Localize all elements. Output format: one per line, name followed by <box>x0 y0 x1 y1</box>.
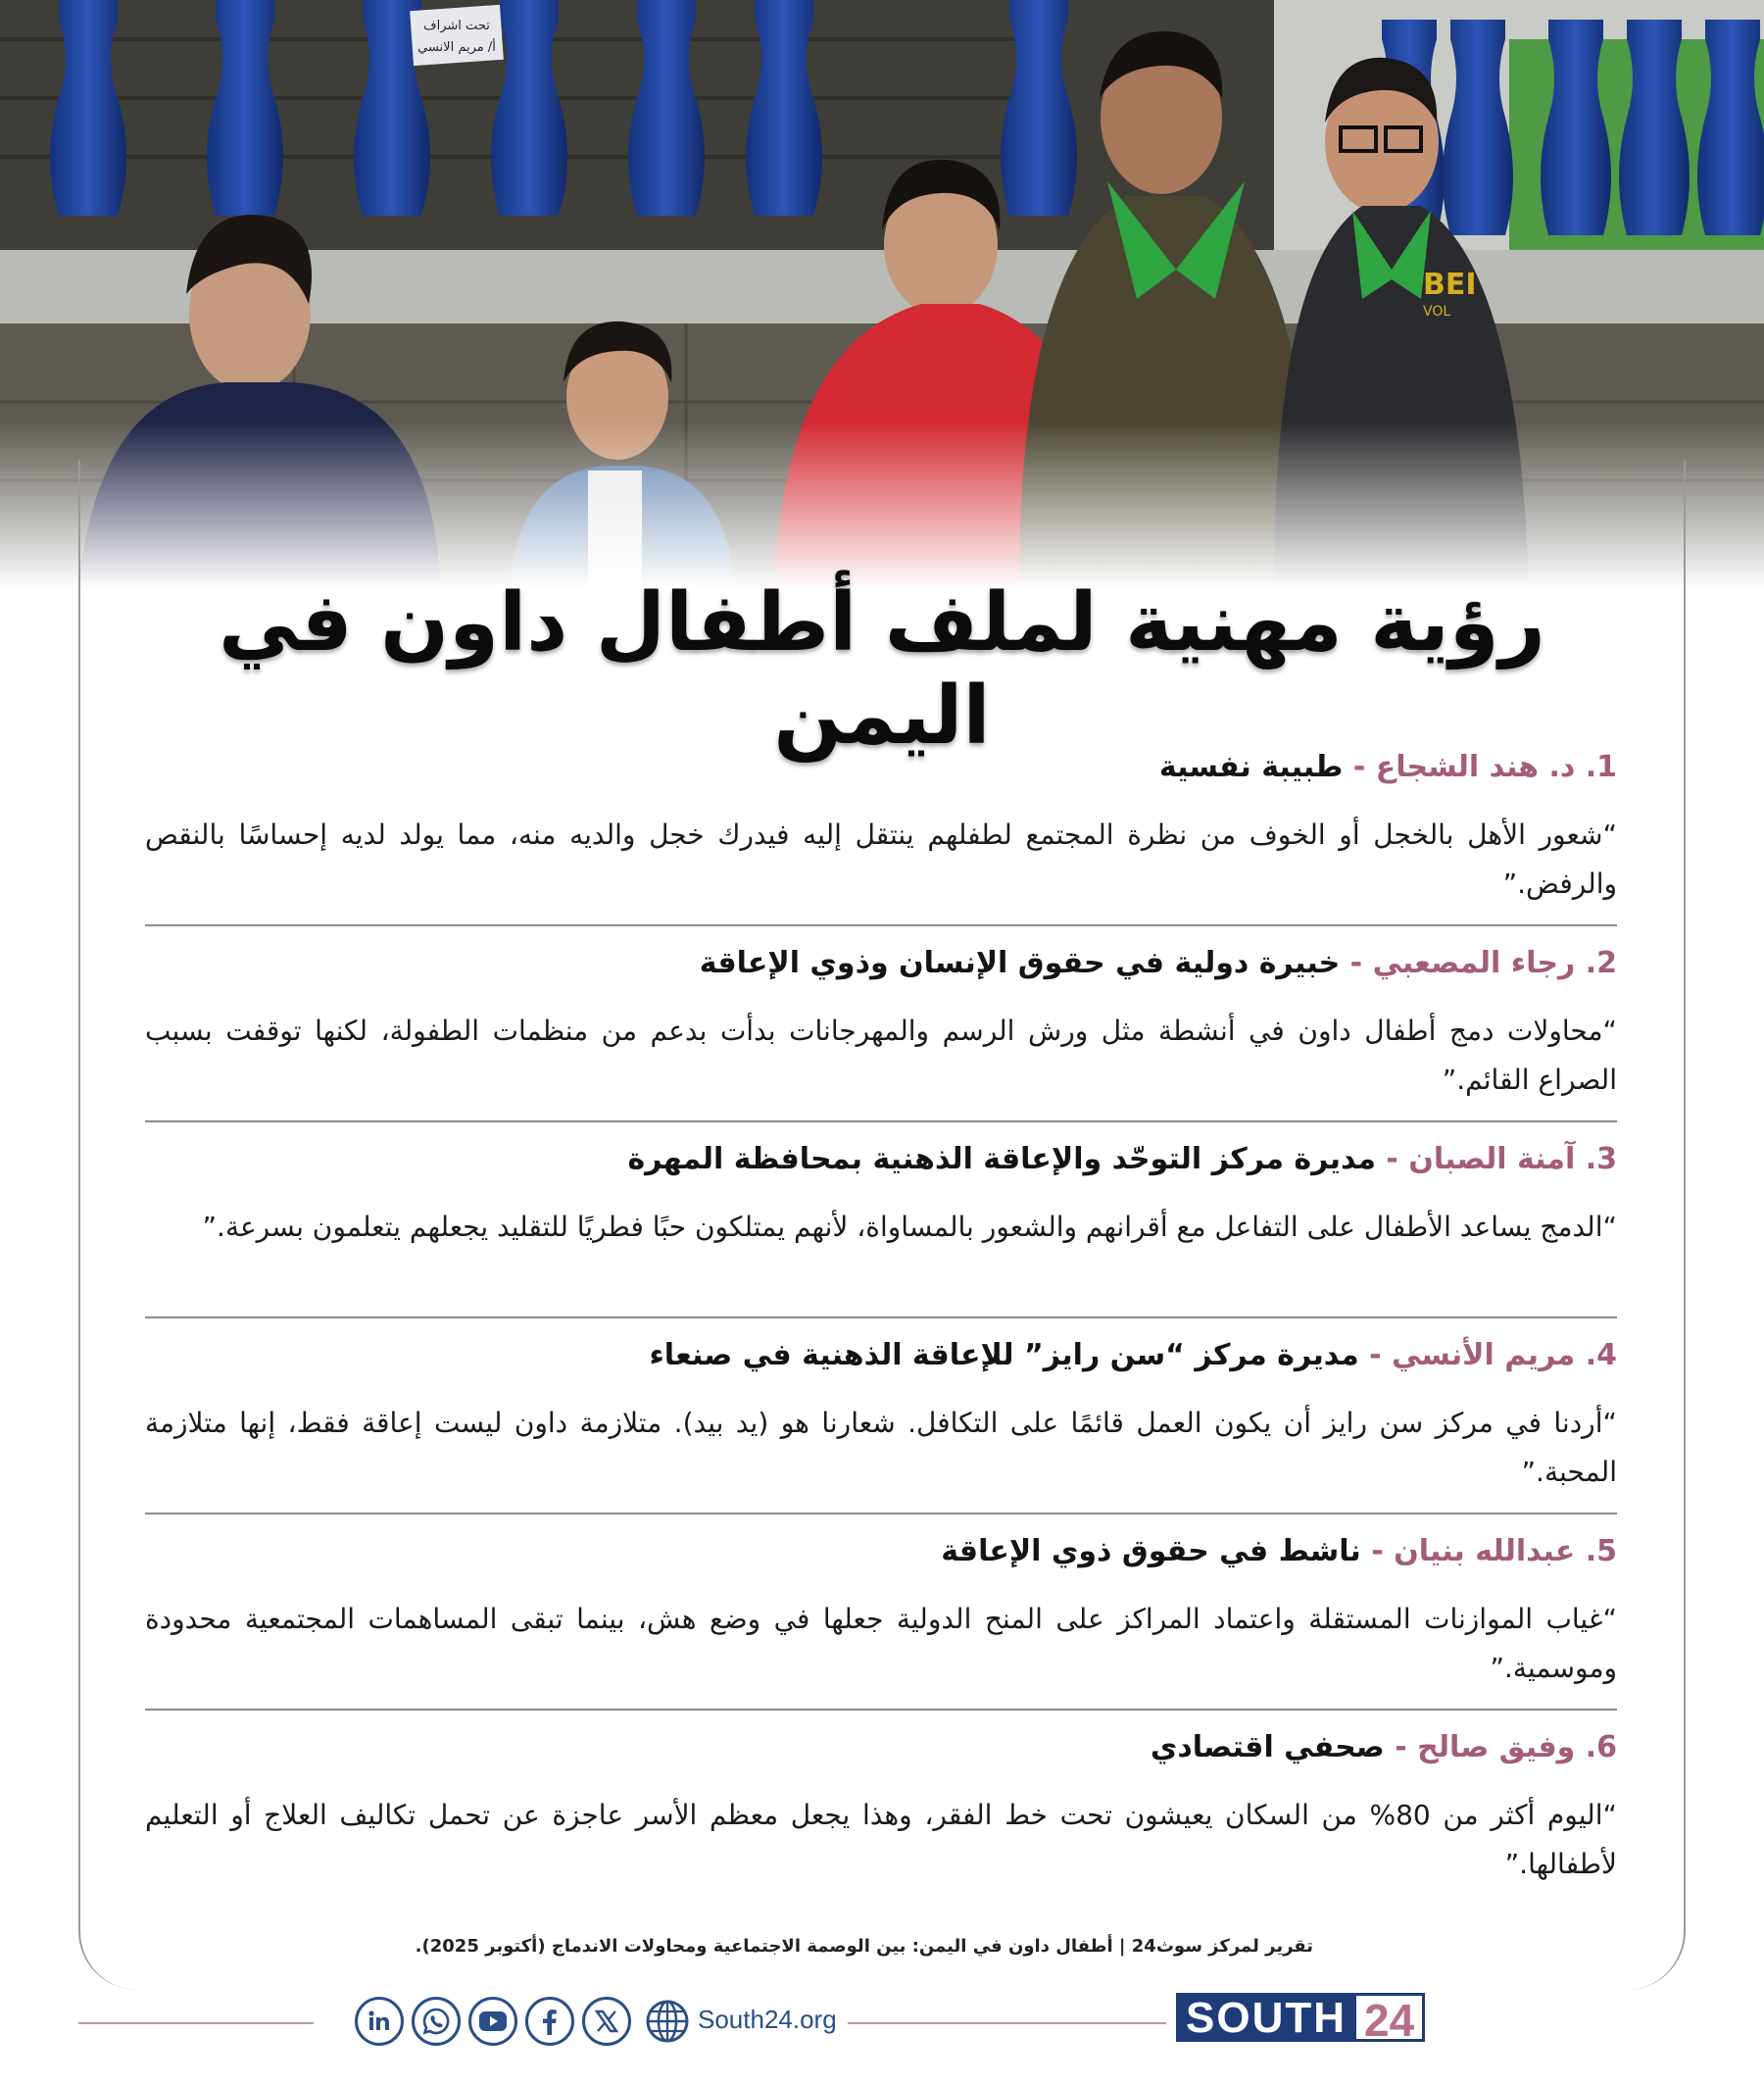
entry-heading <box>145 744 1617 791</box>
entry-number: 1. <box>1585 750 1617 784</box>
expert-list <box>145 730 1617 1907</box>
expert-entry-2 <box>145 926 1617 1122</box>
svg-text:أ/ مريم الانسي: أ/ مريم الانسي <box>417 40 496 55</box>
entry-separator: - <box>1386 1142 1398 1176</box>
entry-role: ناشط في حقوق ذوي الإعاقة <box>941 1534 1361 1568</box>
globe-icon[interactable] <box>643 1997 692 2046</box>
footer-divider-left <box>78 2022 314 2024</box>
entry-separator: - <box>1371 1534 1384 1568</box>
facebook-icon[interactable] <box>525 1997 574 2046</box>
entry-quote: “الدمج يساعد الأطفال على التفاعل مع أقرانهم والشعور بالمساواة، لأنهم يمتلكون حبًا فطريًا للتقليد يجعلهم يتعلمون بسرعة.” <box>202 1211 1617 1243</box>
entry-role: طبيبة نفسية <box>1158 750 1344 784</box>
expert-entry-1 <box>145 730 1617 926</box>
entry-quote: “محاولات دمج أطفال داون في أنشطة مثل ورش الرسم والمهرجانات بدأت بدعم من منظمات الطفولة، لكنها توقفت بسبب الصراع القائم.” <box>145 1015 1617 1096</box>
linkedin-icon[interactable] <box>355 1997 404 2046</box>
entry-quote: “غياب الموازنات المستقلة واعتماد المراكز على المنح الدولية جعلها في وضع هش، بينما تبقى المساهمات المجتمعية محدودة وموسمية.” <box>145 1603 1617 1684</box>
entry-name: د. هند الشجاع <box>1375 750 1576 784</box>
expert-entry-3 <box>145 1122 1617 1318</box>
expert-entry-5 <box>145 1514 1617 1711</box>
x-icon[interactable] <box>582 1997 631 2046</box>
svg-text:VOL: VOL <box>1423 304 1451 320</box>
entry-separator: - <box>1395 1730 1407 1764</box>
page-title: رؤية مهنية لملف أطفال داون في اليمن <box>218 576 1545 763</box>
whatsapp-icon[interactable] <box>412 1997 461 2046</box>
entry-number: 4. <box>1585 1338 1617 1372</box>
youtube-icon[interactable] <box>468 1997 517 2046</box>
entry-heading <box>145 940 1617 987</box>
entry-role: صحفي اقتصادي <box>1150 1730 1385 1764</box>
entry-name: آمنة الصبان <box>1408 1142 1576 1176</box>
entry-name: مريم الأنسي <box>1392 1338 1576 1372</box>
brand-logo-word: SOUTH <box>1176 1993 1356 2042</box>
entry-separator: - <box>1352 750 1366 784</box>
footer <box>0 1985 1764 2063</box>
svg-text:تحت اشراف: تحت اشراف <box>423 19 490 33</box>
svg-text:BEI: BEI <box>1423 268 1477 302</box>
entry-role: خبيرة دولية في حقوق الإنسان وذوي الإعاقة <box>699 946 1341 980</box>
expert-entry-6 <box>145 1711 1617 1907</box>
entry-role: مديرة مركز “سن رايز” للإعاقة الذهنية في صنعاء <box>649 1338 1359 1372</box>
entry-name: وفيق صالح <box>1417 1730 1576 1764</box>
entry-number: 6. <box>1585 1730 1617 1764</box>
brand-logo <box>1176 1993 1425 2046</box>
entry-quote: “اليوم أكثر من 80% من السكان يعيشون تحت خط الفقر، وهذا يجعل معظم الأسر عاجزة عن تحمل تكاليف العلاج أو التعليم لأطفالها.” <box>145 1799 1618 1880</box>
source-citation: تقرير لمركز سوث24 | أطفال داون في اليمن: بين الوصمة الاجتماعية ومحاولات الاندماج (أكتوبر 2025). <box>415 1936 1313 1957</box>
entry-number: 5. <box>1585 1534 1617 1568</box>
entry-name: عبدالله بنيان <box>1394 1534 1576 1568</box>
entry-heading <box>145 1724 1617 1771</box>
entry-separator: - <box>1369 1338 1382 1372</box>
website-link[interactable]: South24.org <box>698 2005 837 2034</box>
entry-quote: “أردنا في مركز سن رايز أن يكون العمل قائمًا على التكافل. شعارنا هو (يد بيد). متلازمة داون ليست إعاقة فقط، إنها متلازمة المحبة.” <box>145 1407 1617 1488</box>
entry-name: رجاء المصعبي <box>1372 946 1576 980</box>
entry-number: 3. <box>1585 1142 1617 1176</box>
entry-role: مديرة مركز التوحّد والإعاقة الذهنية بمحافظة المهرة <box>627 1142 1376 1176</box>
entry-separator: - <box>1349 946 1363 980</box>
entry-quote: “شعور الأهل بالخجل أو الخوف من نظرة المجتمع لطفلهم ينتقل إليه فيدرك خجل والديه منه، مما يولد لديه إحساسًا بالنقص والرفض.” <box>145 819 1617 900</box>
entry-heading <box>145 1136 1617 1183</box>
footer-divider-right <box>848 2022 1166 2024</box>
expert-entry-4 <box>145 1318 1617 1514</box>
entry-heading <box>145 1528 1617 1575</box>
entry-heading <box>145 1332 1617 1379</box>
entry-number: 2. <box>1585 946 1617 980</box>
brand-logo-number: 24 <box>1356 1993 1425 2042</box>
